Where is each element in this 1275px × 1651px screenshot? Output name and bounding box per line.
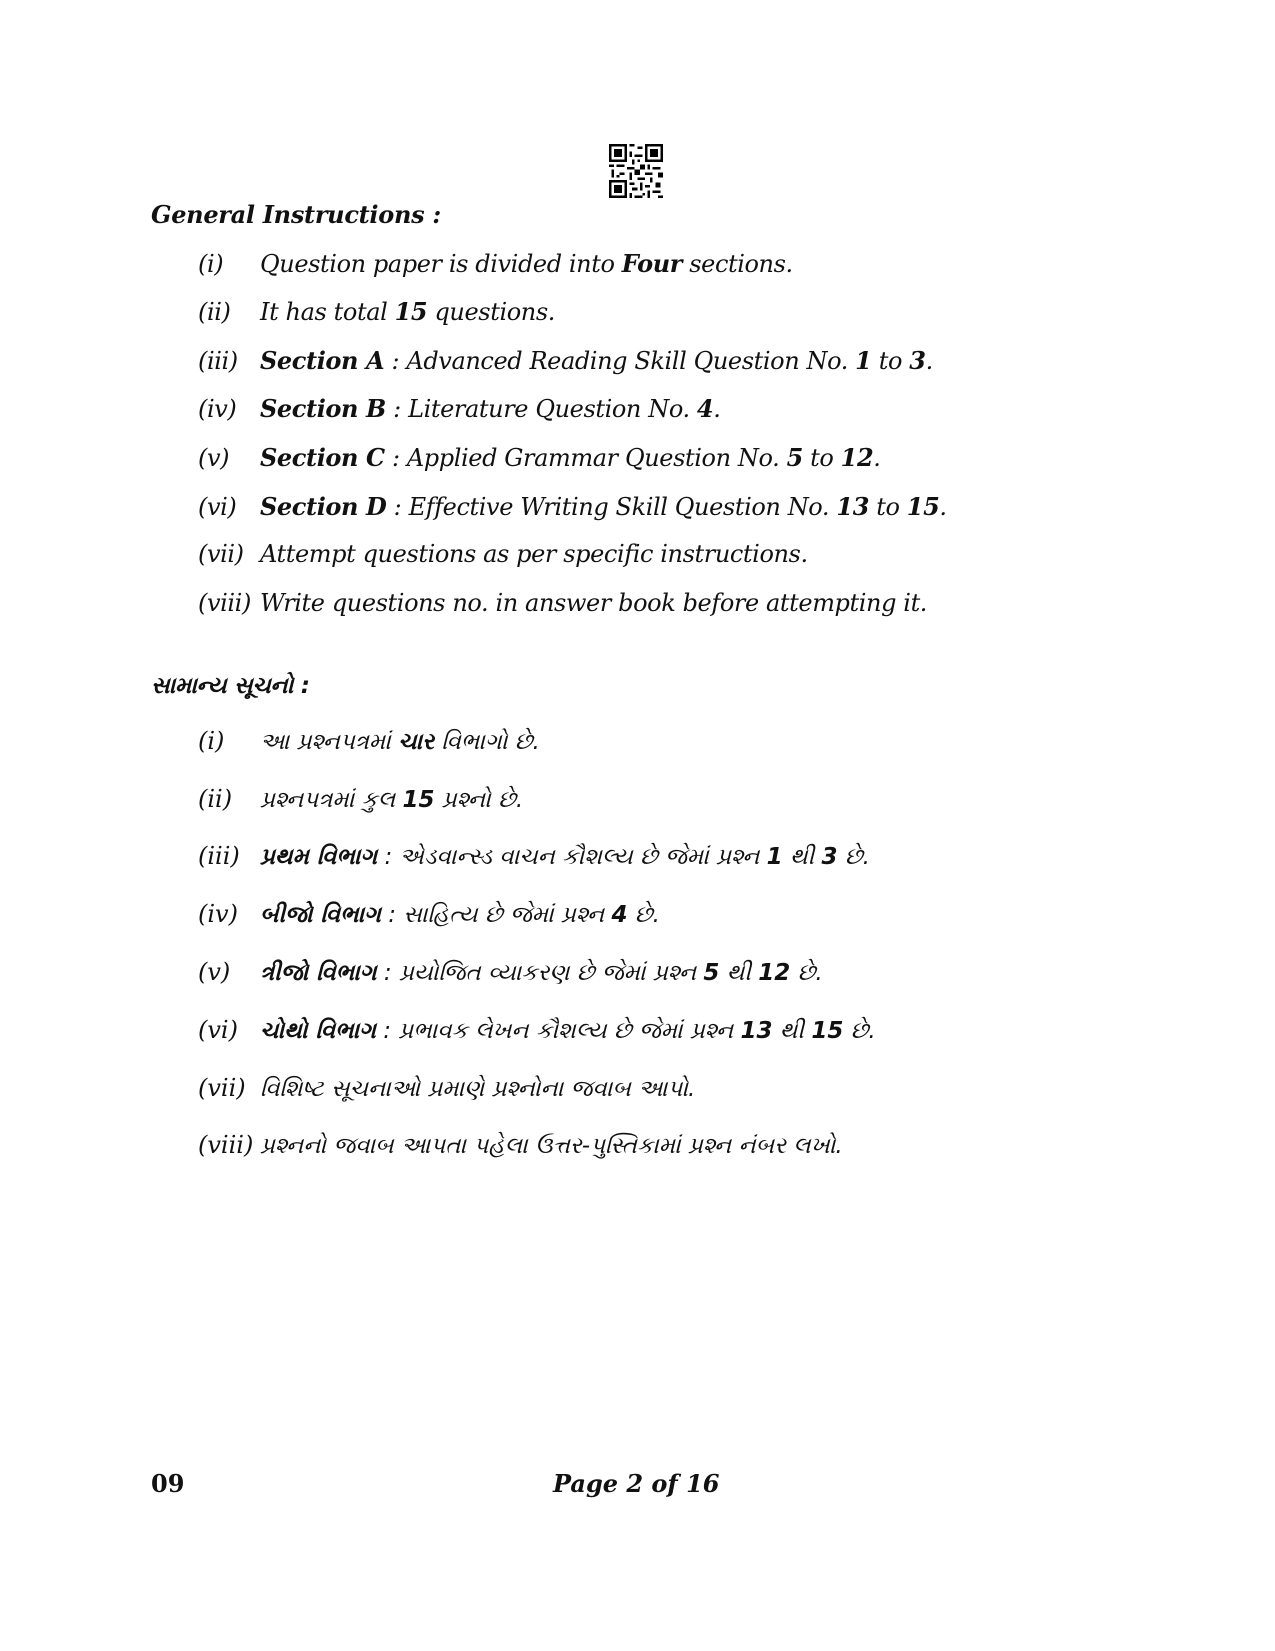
list-item: (v) ત્રીજો વિભાગ : પ્રયોજિત વ્યાકરણ છે જેમાં પ્રશ્ન 5 થી 12 છે.: [198, 958, 823, 986]
general-instructions-title: General Instructions :: [151, 200, 441, 229]
paper-code: 09: [151, 1469, 185, 1498]
list-item: (iii) Section A : Advanced Reading Skill Question No. 1 to 3.: [198, 346, 933, 375]
list-item: (vii) Attempt questions as per specific instructions.: [198, 540, 808, 568]
list-item: (vii) વિશિષ્ટ સૂચનાઓ પ્રમાણે પ્રશ્નોના જવાબ આપો.: [198, 1074, 696, 1102]
list-item: (v) Section C : Applied Grammar Question No. 5 to 12.: [198, 443, 881, 472]
list-item: (i) આ પ્રશ્નપત્રમાં ચાર વિભાગો છે.: [198, 727, 540, 755]
list-item: (iii) પ્રથમ વિભાગ : એડવાન્સ્ડ વાચન કૌશલ્ય છે જેમાં પ્રશ્ન 1 થી 3 છે.: [198, 842, 870, 870]
list-item: (vi) Section D : Effective Writing Skill Question No. 13 to 15.: [198, 492, 947, 521]
list-item: (iv) બીજો વિભાગ : સાહિત્ય છે જેમાં પ્રશ્ન 4 છે.: [198, 900, 660, 928]
gujarati-instructions-title: સામાન્ય સૂચનો :: [151, 673, 310, 699]
list-item: (viii) Write questions no. in answer book before attempting it.: [198, 589, 928, 617]
qr-code-icon: [609, 144, 663, 198]
list-item: (iv) Section B : Literature Question No. 4.: [198, 394, 721, 423]
list-item: (ii) It has total 15 questions.: [198, 297, 555, 326]
page-number: Page 2 of 16: [553, 1469, 720, 1498]
list-item: (viii) પ્રશ્નનો જવાબ આપતા પહેલા ઉત્તર-પુસ્તિકામાં પ્રશ્ન નંબર લખો.: [198, 1131, 843, 1159]
list-item: (ii) પ્રશ્નપત્રમાં કુલ 15 પ્રશ્નો છે.: [198, 785, 524, 813]
list-item: (i) Question paper is divided into Four sections.: [198, 249, 793, 278]
list-item: (vi) ચોથો વિભાગ : પ્રભાવક લેખન કૌશલ્ય છે જેમાં પ્રશ્ન 13 થી 15 છે.: [198, 1016, 876, 1044]
